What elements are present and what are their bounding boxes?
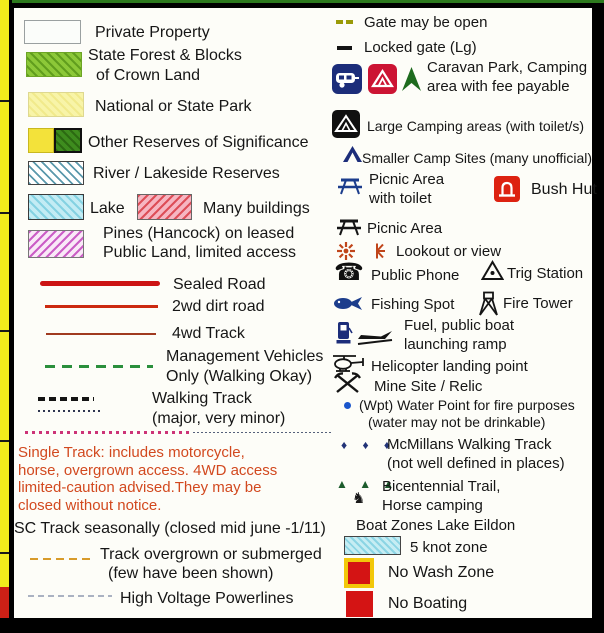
grid-tick xyxy=(0,552,9,554)
single-track-note-line3: limited-caution advised.They may be xyxy=(18,479,262,496)
bicentennial-label-line1: Bicentennial Trail, xyxy=(382,478,501,495)
mcmillans-label-line1: McMillans Walking Track xyxy=(387,436,552,453)
large-camping-label: Large Camping areas (with toilet/s) xyxy=(367,118,585,134)
helicopter-label: Helicopter landing point xyxy=(371,358,528,375)
private-property-swatch xyxy=(24,20,81,44)
map-edge-yellow xyxy=(0,0,9,587)
public-phone-icon: ☎ xyxy=(334,259,364,286)
river-reserves-swatch xyxy=(28,161,84,185)
powerlines-line xyxy=(28,595,112,597)
walking-track-major-line xyxy=(38,397,94,401)
mcmillans-label-line2: (not well defined in places) xyxy=(387,455,565,472)
pines-label-line2: Public Land, limited access xyxy=(103,244,296,261)
powerlines-label: High Voltage Powerlines xyxy=(120,590,294,607)
locked-gate-label: Locked gate (Lg) xyxy=(364,39,477,56)
bush-hut-icon xyxy=(494,176,520,207)
smaller-camps-label: Smaller Camp Sites (many unofficial) xyxy=(362,150,593,166)
fuel-boat-label-line1: Fuel, public boat xyxy=(404,317,515,334)
mine-site-icon xyxy=(334,372,361,400)
state-forest-swatch xyxy=(26,52,82,77)
pines-swatch xyxy=(28,230,84,258)
4wd-track-label: 4wd Track xyxy=(172,325,245,342)
fishing-spot-label: Fishing Spot xyxy=(371,296,455,313)
sc-track-label: SC Track seasonally (closed mid june -1/11) xyxy=(14,520,326,537)
water-point-icon xyxy=(344,402,351,409)
view-half-icon xyxy=(374,242,386,265)
national-park-swatch xyxy=(28,92,84,117)
track-overgrown-line xyxy=(30,558,92,560)
grid-tick xyxy=(0,100,9,102)
management-vehicles-label-line2: Only (Walking Okay) xyxy=(166,368,313,385)
fishing-spot-icon xyxy=(333,295,364,317)
caravan-park-label-line2: area with fee payable xyxy=(427,78,570,95)
pines-label-line1: Pines (Hancock) on leased xyxy=(103,225,295,242)
no-wash-zone-swatch xyxy=(344,558,374,588)
private-property-label: Private Property xyxy=(95,24,210,41)
trig-station-label: Trig Station xyxy=(507,265,584,282)
no-boating-label: No Boating xyxy=(388,595,468,612)
other-reserves-label: Other Reserves of Significance xyxy=(88,134,309,151)
bush-hut-label: Bush Hut xyxy=(531,181,597,198)
locked-gate-icon xyxy=(337,46,352,50)
mine-site-label: Mine Site / Relic xyxy=(374,378,483,395)
map-edge-red xyxy=(0,587,9,618)
knot-zone-label: 5 knot zone xyxy=(410,539,488,556)
caravan-park-label-line1: Caravan Park, Camping xyxy=(427,59,588,76)
mcmillans-track-icon: ♦ ♦ ♦ xyxy=(341,438,397,452)
small-camp-icon xyxy=(343,146,362,168)
bicentennial-trail-icon: ▲ ▲ ▲ xyxy=(336,477,399,491)
bicentennial-label-line2: Horse camping xyxy=(382,497,483,514)
picnic-toilet-icon xyxy=(337,176,363,201)
lake-label: Lake xyxy=(90,200,125,217)
map-edge-green xyxy=(12,0,604,3)
state-forest-label-line1: State Forest & Blocks xyxy=(88,47,242,64)
state-forest-label-line2: of Crown Land xyxy=(96,67,201,84)
fuel-icon xyxy=(336,320,353,352)
grid-tick xyxy=(0,330,9,332)
single-track-fine-dotted-line xyxy=(193,432,333,433)
camping-fee-icon xyxy=(368,64,397,99)
other-reserves-green-swatch xyxy=(54,128,82,153)
2wd-dirt-road-line xyxy=(45,305,158,308)
boat-zones-title: Boat Zones Lake Eildon xyxy=(356,517,516,534)
river-reserves-label: River / Lakeside Reserves xyxy=(93,165,280,182)
sealed-road-line xyxy=(40,281,160,286)
4wd-track-line xyxy=(46,333,156,335)
boat-ramp-icon xyxy=(357,328,394,351)
track-overgrown-label-line1: Track overgrown or submerged xyxy=(100,546,322,563)
national-park-label: National or State Park xyxy=(95,98,252,115)
picnic-toilet-label-line2: with toilet xyxy=(369,190,432,207)
picnic-toilet-label-line1: Picnic Area xyxy=(369,171,445,188)
grid-tick xyxy=(0,212,9,214)
many-buildings-label: Many buildings xyxy=(203,200,310,217)
no-boating-swatch xyxy=(346,591,373,617)
knot-zone-swatch xyxy=(344,536,401,555)
gate-open-icon xyxy=(336,20,354,24)
2wd-dirt-road-label: 2wd dirt road xyxy=(172,298,265,315)
walking-track-minor-line xyxy=(38,410,100,412)
many-buildings-swatch xyxy=(137,194,192,220)
track-overgrown-label-line2: (few have been shown) xyxy=(108,565,274,582)
public-phone-label: Public Phone xyxy=(371,267,460,284)
single-track-note-line2: horse, overgrown access. 4WD access xyxy=(18,461,278,479)
walking-track-label-line2: (major, very minor) xyxy=(152,410,286,427)
single-track-dotted-line xyxy=(25,431,193,434)
horse-camping-icon: ♞ xyxy=(352,490,366,507)
single-track-note xyxy=(18,444,277,514)
caravan-park-icon xyxy=(332,64,362,99)
lake-swatch xyxy=(28,194,84,220)
other-reserves-yellow-swatch xyxy=(28,128,54,153)
management-vehicles-line xyxy=(45,365,153,368)
single-track-note-line4: closed without notice. xyxy=(18,496,162,514)
grid-tick xyxy=(0,440,9,442)
gate-open-label: Gate may be open xyxy=(364,14,488,31)
fuel-boat-label-line2: launching ramp xyxy=(404,336,507,353)
picnic-label: Picnic Area xyxy=(367,220,443,237)
water-point-label-line1: (Wpt) Water Point for fire purposes xyxy=(359,397,575,413)
large-camping-icon xyxy=(332,110,360,143)
fire-tower-label: Fire Tower xyxy=(503,295,573,312)
management-vehicles-label-line1: Management Vehicles xyxy=(166,348,324,365)
single-track-note-line1: Single Track: includes motorcycle, xyxy=(18,444,245,461)
green-tent-icon xyxy=(401,66,422,97)
walking-track-label-line1: Walking Track xyxy=(152,390,252,407)
lookout-label: Lookout or view xyxy=(396,243,502,260)
water-point-label-line2: (water may not be drinkable) xyxy=(368,414,546,430)
sealed-road-label: Sealed Road xyxy=(173,276,266,293)
picnic-icon xyxy=(336,217,362,242)
trig-station-icon xyxy=(481,260,504,286)
no-wash-zone-label: No Wash Zone xyxy=(388,564,495,581)
